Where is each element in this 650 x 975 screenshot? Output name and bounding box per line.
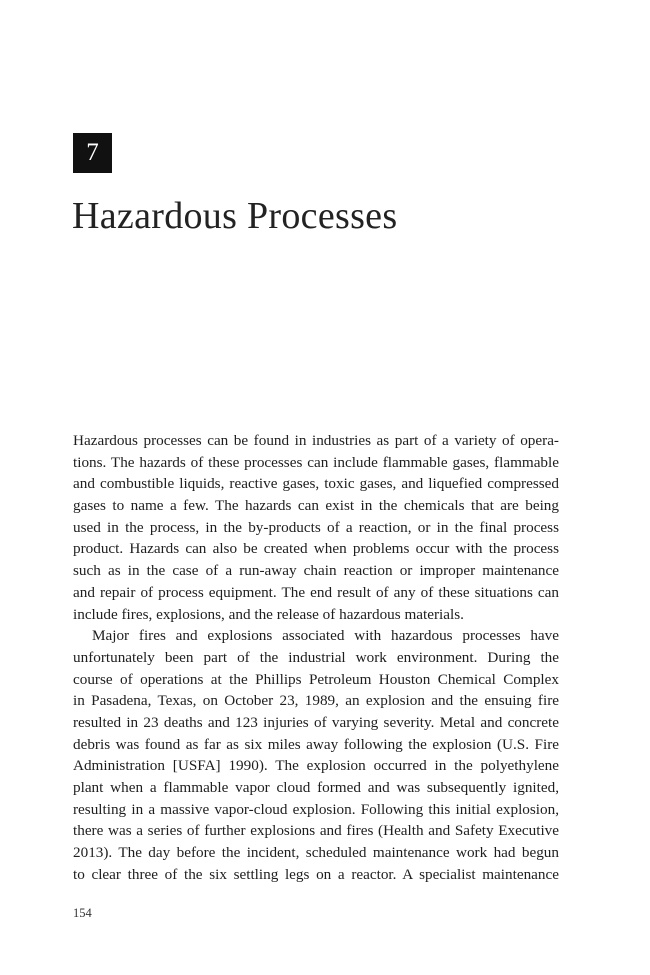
body-text — [73, 430, 559, 885]
text-line: in Pasadena, Texas, on October 23, 1989, an explosion and the ensuing fire — [73, 692, 559, 710]
text-line: product. Hazards can also be created when problems occur with the process — [73, 540, 559, 558]
text-line: plant when a flammable vapor cloud formed and was subsequently ignited, — [73, 779, 559, 796]
text-line: resulted in 23 deaths and 123 injuries of varying severity. Metal and concrete — [73, 713, 559, 731]
text-line: gases to name a few. The hazards can exist in the chemicals that are being — [73, 497, 559, 515]
text-line: and combustible liquids, reactive gases, toxic gases, and liquefied compressed — [73, 475, 559, 493]
text-line: course of operations at the Phillips Petroleum Houston Chemical Complex — [73, 670, 559, 688]
text-line: there was a series of further explosions and fires (Health and Safety Executive — [73, 822, 559, 840]
text-line: tions. The hazards of these processes can include flammable gases, flammable — [73, 453, 559, 471]
paragraph-2 — [73, 625, 559, 885]
text-line: used in the process, in the by-products of a reaction, or in the final process — [73, 518, 559, 536]
text-line: Hazardous processes can be found in industries as part of a variety of opera- — [73, 432, 559, 449]
chapter-number: 7 — [86, 139, 99, 166]
text-line: to clear three of the six settling legs on a reactor. A specialist maintenance — [73, 865, 559, 883]
chapter-number-box — [73, 133, 112, 173]
chapter-title: Hazardous Processes — [72, 195, 398, 237]
text-line: such as in the case of a run-away chain reaction or improper maintenance — [73, 562, 559, 580]
page-number: 154 — [73, 906, 92, 920]
text-line: resulting in a massive vapor-cloud explosion. Following this initial explosion, — [73, 800, 559, 818]
text-line: and repair of process equipment. The end result of any of these situations can — [73, 583, 559, 601]
text-line: include fires, explosions, and the release of hazardous materials. — [73, 605, 464, 623]
text-line: Major fires and explosions associated with hazardous processes have — [92, 627, 559, 645]
text-line: 2013). The day before the incident, scheduled maintenance work had begun — [73, 844, 559, 862]
text-line: Administration [USFA] 1990). The explosion occurred in the polyethylene — [73, 757, 559, 775]
text-line: debris was found as far as six miles away following the explosion (U.S. Fire — [73, 735, 559, 753]
paragraph-1 — [73, 430, 559, 625]
text-line: unfortunately been part of the industrial work environment. During the — [73, 648, 559, 666]
